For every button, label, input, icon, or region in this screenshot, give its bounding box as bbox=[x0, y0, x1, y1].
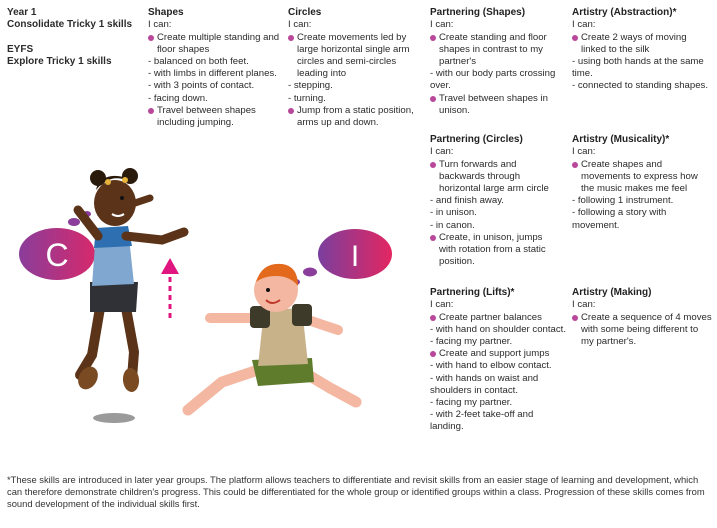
i-can-label: I can: bbox=[572, 299, 596, 311]
year-title: Year 1 bbox=[7, 7, 37, 18]
skill-bullet-item: Create multiple standing and floor shapes bbox=[148, 32, 285, 56]
i-can-label: I can: bbox=[572, 19, 596, 31]
skill-bullet-item: Create, in unison, jumps with rotation from a static position. bbox=[430, 232, 562, 269]
skill-sub-item: - with 3 points of contact. bbox=[148, 80, 255, 92]
skill-sub-item: - and finish away. bbox=[430, 195, 504, 207]
section-title: Artistry (Abstraction)* bbox=[572, 7, 677, 18]
skill-bullet-item: Create and support jumps bbox=[430, 348, 568, 360]
skill-list bbox=[572, 159, 712, 232]
i-can-label: I can: bbox=[148, 19, 172, 31]
skill-bullet-item: Create shapes and movements to express how the music makes me feel bbox=[572, 159, 712, 196]
skill-sub-item: - in unison. bbox=[430, 207, 477, 219]
eyfs-title: EYFS bbox=[7, 43, 34, 55]
i-can-label: I can: bbox=[430, 19, 454, 31]
skill-bullet-item: Create a sequence of 4 moves with some being different to my partner's. bbox=[572, 312, 712, 349]
skill-section-artistry-making bbox=[572, 287, 712, 348]
thought-bubble-right bbox=[292, 229, 392, 285]
skill-section-partnering-shapes bbox=[430, 7, 562, 117]
skill-section-artistry-musicality bbox=[572, 134, 712, 232]
skill-section-partnering-circles bbox=[430, 134, 562, 268]
skill-bullet-item: Travel between shapes including jumping. bbox=[148, 105, 285, 129]
skill-list bbox=[572, 32, 712, 93]
section-title: Partnering (Shapes) bbox=[430, 7, 526, 18]
skill-sub-item: - with limbs in different planes. bbox=[148, 68, 277, 80]
eyfs-subtitle: Explore Tricky 1 skills bbox=[7, 56, 112, 68]
skill-bullet-item: Create standing and floor shapes in contrast to my partner's bbox=[430, 32, 562, 69]
skill-sub-item: - stepping. bbox=[288, 80, 333, 92]
skill-bullet-item: Travel between shapes in unison. bbox=[430, 93, 562, 117]
skill-section-artistry-abstraction bbox=[572, 7, 712, 93]
skill-sub-item: - facing my partner. bbox=[430, 336, 513, 348]
footnote: *These skills are introduced in later year groups. The platform allows teachers to differentiate and revisit skills from an easier stage of learning and development, which can therefore demonstrate children's progress. This could be differentiated for the whole group or identified groups within a class. Progression of these skills comes from sound development of the individual skills first. bbox=[7, 474, 705, 510]
year-subtitle: Consolidate Tricky 1 skills bbox=[7, 19, 133, 31]
bubble-letter-i: I bbox=[350, 240, 360, 273]
i-can-label: I can: bbox=[572, 146, 596, 158]
skill-sub-item: - following a story with movement. bbox=[572, 207, 667, 231]
skill-sub-item: - balanced on both feet. bbox=[148, 56, 249, 68]
skill-section-partnering-lifts bbox=[430, 287, 568, 434]
section-title: Artistry (Making) bbox=[572, 287, 652, 298]
girl-figure bbox=[74, 168, 184, 423]
skill-sub-item: - facing down. bbox=[148, 92, 208, 104]
skill-sub-item: - with hand to elbow contact. bbox=[430, 360, 552, 372]
skill-bullet-item: Create movements led by large horizontal single arm circles and semi-circles leading into bbox=[288, 32, 420, 81]
bubble-letter-c: C bbox=[45, 237, 69, 273]
section-title: Partnering (Circles) bbox=[430, 134, 523, 145]
skill-sub-item: - following 1 instrument. bbox=[572, 195, 674, 207]
skill-sub-item: - in canon. bbox=[430, 219, 475, 231]
arrow-up-icon bbox=[161, 258, 179, 318]
skill-list bbox=[430, 159, 562, 269]
i-can-label: I can: bbox=[288, 19, 312, 31]
skill-sub-item: - using both hands at the same time. bbox=[572, 56, 704, 80]
skill-sub-item: - with 2-feet take-off and landing. bbox=[430, 409, 534, 433]
section-title: Artistry (Musicality)* bbox=[572, 134, 670, 145]
skill-bullet-item: Create 2 ways of moving linked to the silk bbox=[572, 32, 712, 56]
skill-bullet-item: Jump from a static position, arms up and down. bbox=[288, 105, 420, 129]
boy-figure bbox=[188, 264, 356, 410]
skill-bullet-item: Turn forwards and backwards through horizontal large arm circle bbox=[430, 159, 562, 196]
skill-sub-item: - with our body parts crossing over. bbox=[430, 68, 556, 92]
skill-list bbox=[430, 312, 568, 434]
skill-sub-item: - connected to standing shapes. bbox=[572, 80, 709, 92]
section-title: Partnering (Lifts)* bbox=[430, 287, 515, 298]
i-can-label: I can: bbox=[430, 146, 454, 158]
skill-list bbox=[430, 32, 562, 117]
skill-sub-item: - facing my partner. bbox=[430, 397, 513, 409]
section-title: Shapes bbox=[148, 7, 184, 18]
skill-bullet-item: Create partner balances bbox=[430, 312, 568, 324]
i-can-label: I can: bbox=[430, 299, 454, 311]
skill-sub-item: - with hand on shoulder contact. bbox=[430, 323, 566, 335]
skill-sub-item: - with hands on waist and shoulders in contact. bbox=[430, 372, 539, 396]
section-title: Circles bbox=[288, 7, 322, 18]
skill-list bbox=[572, 312, 712, 349]
skill-sub-item: - turning. bbox=[288, 92, 326, 104]
